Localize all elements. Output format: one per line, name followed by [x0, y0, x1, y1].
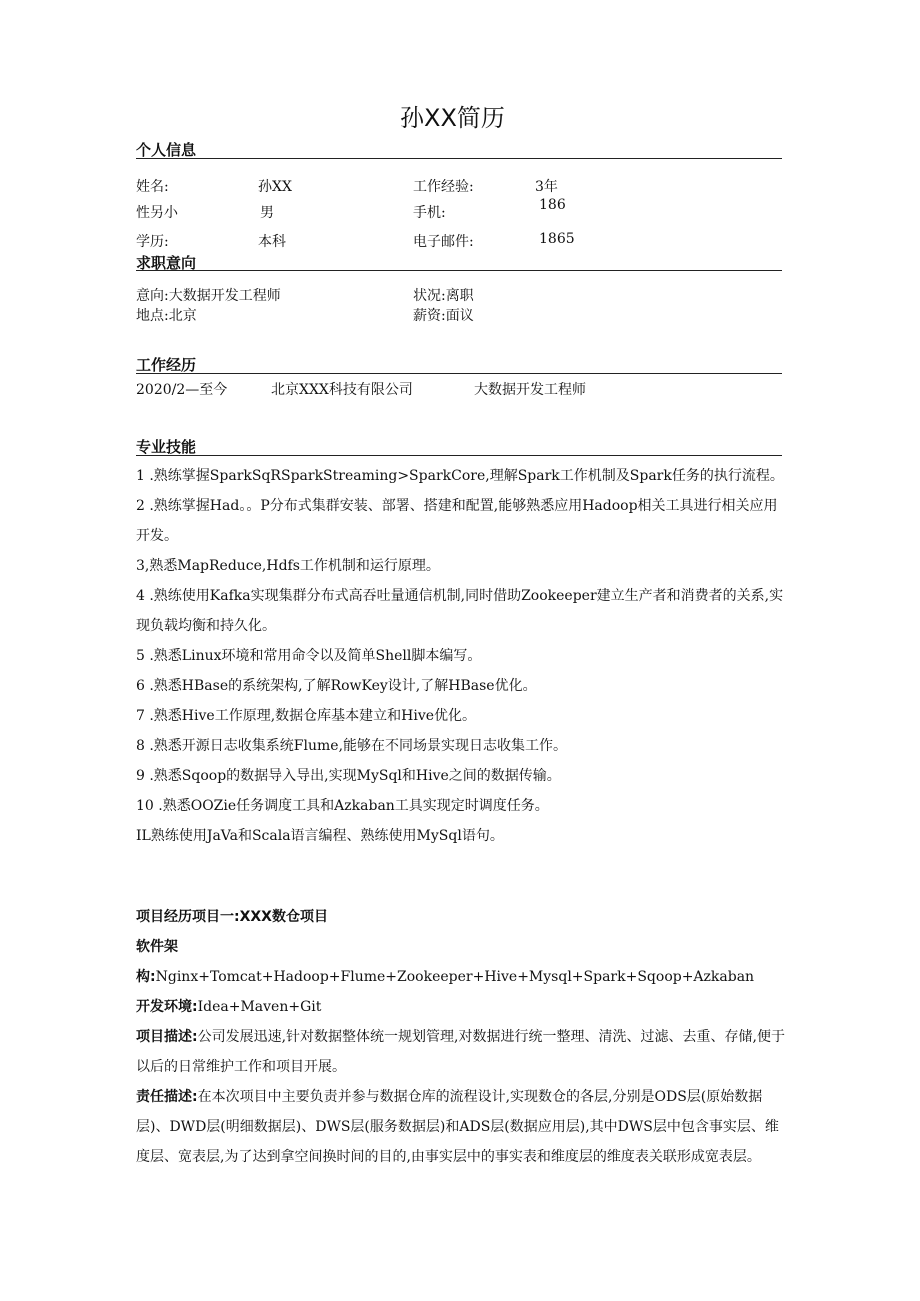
architecture-label: 软件架构:	[136, 939, 178, 985]
description-label: 项目描述:	[136, 1029, 198, 1045]
environment-label: 开发环境:	[136, 999, 198, 1015]
responsibility-label: 责任描述:	[136, 1089, 198, 1105]
skill-item: 9 .熟悉Sqoop的数据导入导出,实现MySql和Hive之间的数据传输。	[136, 768, 561, 784]
environment-value: Idea+Maven+Git	[197, 999, 322, 1015]
experience-label: 工作经验:	[413, 179, 474, 195]
skill-item: 3,熟悉MapReduce,Hdfs工作机制和运行原理。	[136, 558, 440, 574]
education-value: 本科	[258, 234, 286, 250]
gender-value: 男	[260, 205, 274, 221]
work-period: 2020/2—至今	[136, 382, 228, 398]
name-value: 孙XX	[258, 179, 292, 195]
project-architecture	[136, 932, 786, 992]
skill-item: 2 .熟练掌握Had。。P分布式集群安装、部署、搭建和配置,能够熟悉应用Hadoop相关工具进行相关应用开发。	[136, 498, 778, 544]
section-heading-work: 工作经历	[136, 356, 197, 374]
name-label: 姓名:	[136, 179, 169, 195]
phone-label: 手机:	[413, 205, 446, 221]
intent-location: 地点:北京	[136, 308, 197, 324]
section-heading-intent: 求职意向	[136, 254, 197, 272]
work-position: 大数据开发工程师	[474, 382, 586, 398]
architecture-value: Nginx+Tomcat+Hadoop+Flume+Zookeeper+Hive+Mysql+Spark+Sqoop+Azkaban	[155, 969, 755, 985]
skill-item: 8 .熟悉开源日志收集系统Flume,能够在不同场景实现日志收集工作。	[136, 738, 568, 754]
intent-status: 状况:离职	[413, 288, 474, 304]
email-label: 电子邮件:	[413, 234, 474, 250]
section-heading-personal: 个人信息	[136, 141, 197, 159]
skill-item: IL熟练使用JaVa和Scala语言编程、熟练使用MySql语句。	[136, 828, 504, 844]
project-heading: 项目经历项目一:XXX数仓项目	[136, 909, 328, 925]
description-value: 公司发展迅速,针对数据整体统一规划管理,对数据进行统一整理、清洗、过滤、去重、存储,便于以后的日常维护工作和项目开展。	[136, 1029, 785, 1075]
education-label: 学历:	[136, 234, 169, 250]
resume-title: 孙XX简历	[400, 104, 505, 132]
project-description	[136, 1022, 786, 1082]
skill-item: 4 .熟练使用Kafka实现集群分布式高吞吐量通信机制,同时借助Zookeeper建立生产者和消费者的关系,实现负载均衡和持久化。	[136, 588, 784, 634]
project-section	[136, 902, 786, 1172]
section-divider	[136, 158, 782, 159]
skill-item: 6 .熟悉HBase的系统架构,了解RowKey设计,了解HBase优化。	[136, 678, 537, 694]
gender-label: 性另小	[136, 205, 178, 221]
experience-value: 3年	[535, 179, 558, 195]
project-responsibility	[136, 1082, 786, 1172]
skill-item: 10 .熟悉OOZie任务调度工具和Azkaban工具实现定时调度任务。	[136, 798, 549, 814]
intent-salary: 薪资:面议	[413, 308, 474, 324]
section-divider	[136, 270, 782, 271]
phone-value: 186	[539, 197, 566, 213]
skill-item: 7 .熟悉Hive工作原理,数据仓库基本建立和Hive优化。	[136, 708, 477, 724]
skill-item: 5 .熟悉Linux环境和常用命令以及简单Shell脚本编写。	[136, 648, 482, 664]
email-value: 1865	[539, 231, 575, 247]
responsibility-value: 在本次项目中主要负责并参与数据仓库的流程设计,实现数仓的各层,分别是ODS层(原始数据层)、DWD层(明细数据层)、DWS层(服务数据层)和ADS层(数据应用层),其中DWS层中包含事实层、维度层、宽表层,为了达到拿空间换时间的目的,由事实层中的事实表和维度层的维度表关联形成宽表层。	[136, 1089, 779, 1165]
skills-list	[136, 461, 786, 851]
skill-item: 1 .熟练掌握SparkSqRSparkStreaming>SparkCore,理解Spark工作机制及Spark任务的执行流程。	[136, 468, 784, 484]
section-heading-skills: 专业技能	[136, 438, 197, 456]
section-divider	[136, 455, 782, 456]
project-environment	[136, 992, 786, 1022]
intent-direction: 意向:大数据开发工程师	[136, 288, 281, 304]
section-divider	[136, 373, 782, 374]
work-company: 北京XXX科技有限公司	[271, 382, 413, 398]
